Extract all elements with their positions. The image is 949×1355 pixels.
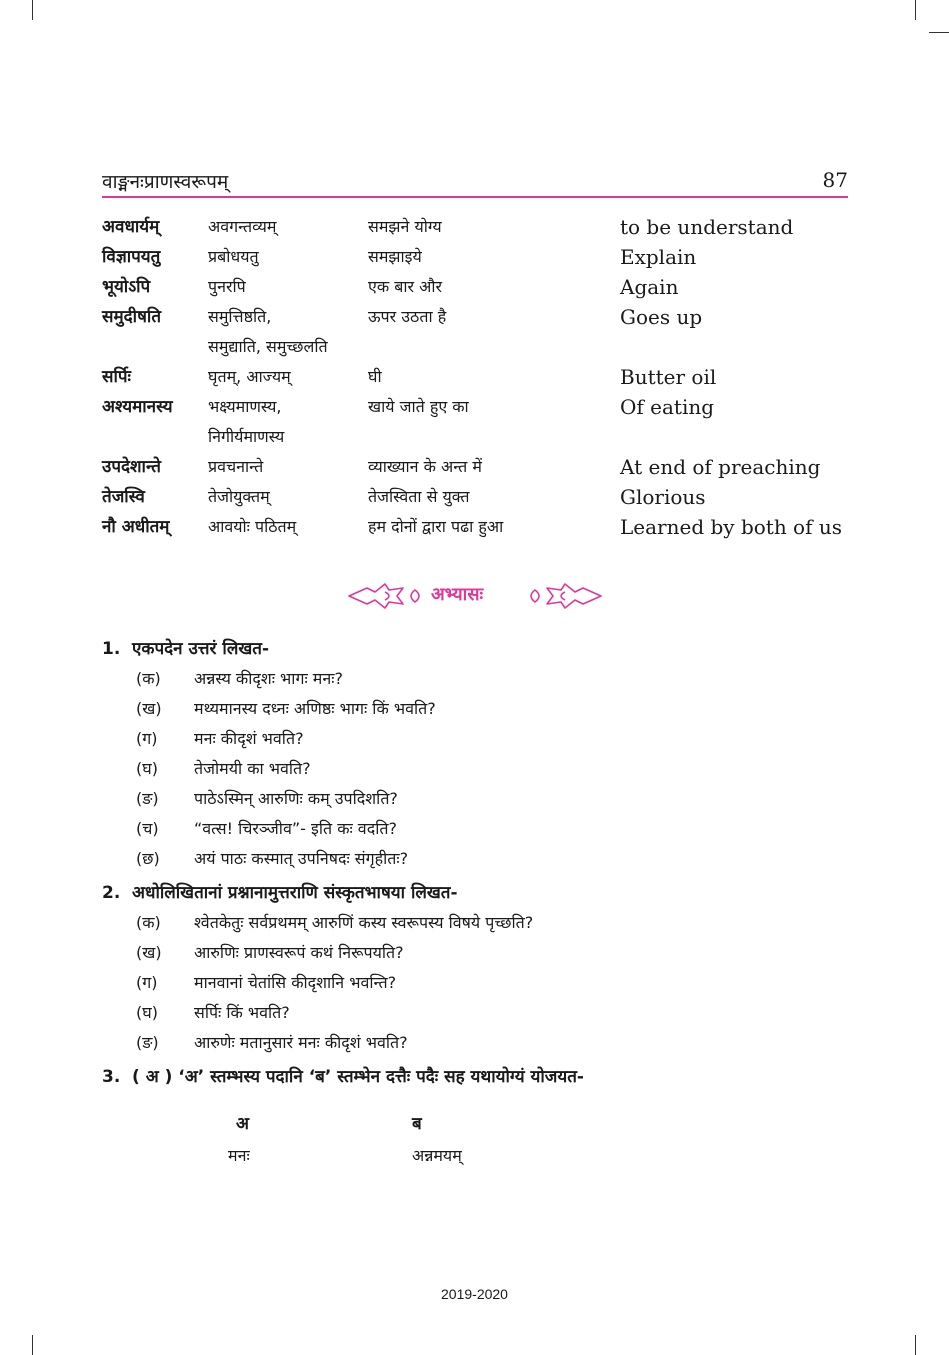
sub-question-text: मथ्यमानस्य दध्नः अणिष्ठः भागः किं भवति? [194, 699, 436, 718]
footer-year: 2019-2020 [441, 1286, 508, 1302]
glossary-sanskrit-meaning [208, 302, 368, 362]
sanskrit-meaning-line: अवगन्तव्यम् [208, 217, 277, 236]
glossary-word: समुदीषति [102, 307, 162, 327]
sanskrit-meaning-line: समुद्याति, समुच्छलति [208, 337, 328, 356]
glossary-word: तेजस्वि [102, 487, 145, 507]
sanskrit-meaning-line: प्रवचनान्ते [208, 457, 264, 476]
sub-question [102, 938, 862, 968]
question-title: अधोलिखितानां प्रश्नानामुत्तराणि संस्कृतभाषया लिखत- [132, 883, 458, 903]
crop-mark [915, 0, 916, 20]
sub-question [102, 844, 862, 874]
crop-mark [929, 32, 949, 33]
sanskrit-meaning-line: पुनरपि [208, 277, 246, 296]
sub-question-label: (क) [136, 669, 161, 688]
column-b-cell: अन्नमयम् [412, 1146, 462, 1165]
sanskrit-meaning-line: प्रबोधयतु [208, 247, 259, 266]
glossary-sanskrit-meaning [208, 212, 368, 242]
sub-question-text: पाठेऽस्मिन् आरुणिः कम् उपदिशति? [194, 789, 398, 808]
glossary-sanskrit-meaning [208, 452, 368, 482]
glossary-word: उपदेशान्ते [102, 457, 161, 477]
glossary-english-meaning: At end of preaching [620, 455, 821, 479]
sub-question [102, 968, 862, 998]
exercises [102, 634, 862, 1092]
sub-question-text: सर्पिः किं भवति? [194, 1003, 290, 1022]
question-block [102, 1062, 862, 1092]
sub-question-label: (ख) [136, 943, 162, 962]
glossary-sanskrit-meaning [208, 512, 368, 542]
matching-row [228, 1140, 462, 1172]
glossary-sanskrit-meaning [208, 482, 368, 512]
glossary-word: नौ अधीतम् [102, 517, 170, 537]
glossary-hindi-meaning: हम दोनों द्वारा पढा हुआ [368, 517, 504, 536]
sub-question [102, 724, 862, 754]
glossary-row [102, 272, 862, 302]
sub-question-label: (ङ) [136, 1033, 159, 1052]
sub-question-text: “वत्स! चिरञ्जीव”- इति कः वदति? [194, 819, 397, 838]
matching-table [228, 1108, 462, 1172]
section-title: अभ्यासः [431, 584, 484, 605]
glossary-hindi-meaning: खाये जाते हुए का [368, 397, 469, 416]
glossary-english-meaning: Goes up [620, 305, 703, 329]
question-block [102, 634, 862, 874]
glossary-sanskrit-meaning [208, 242, 368, 272]
question-number: 2. [102, 883, 121, 903]
question-title: एकपदेन उत्तरं लिखत- [132, 639, 270, 659]
question-title: ( अ ) ‘अ’ स्तम्भस्य पदानि ‘ब’ स्तम्भेन दत्तैः पदैः सह यथायोग्यं योजयत- [132, 1067, 584, 1087]
sub-question [102, 814, 862, 844]
glossary-english-meaning: to be understand [620, 215, 794, 239]
glossary-english-meaning: Explain [620, 245, 697, 269]
sub-question-label: (च) [136, 819, 159, 838]
sub-question-text: मनः कीदृशं भवति? [194, 729, 304, 748]
glossary-row [102, 362, 862, 392]
sub-question-label: (ग) [136, 973, 158, 992]
glossary-row [102, 452, 862, 482]
sub-question-text: मानवानां चेतांसि कीदृशानि भवन्ति? [194, 973, 397, 992]
section-ornament [345, 578, 605, 614]
glossary-english-meaning: Again [620, 275, 679, 299]
page-number: 87 [822, 168, 848, 192]
glossary-row [102, 392, 862, 452]
column-a-cell: मनः [228, 1146, 250, 1165]
sub-question-text: श्वेतकेतुः सर्वप्रथमम् आरुणिं कस्य स्वरूपस्य विषये पृच्छति? [194, 913, 534, 932]
sub-question-label: (ग) [136, 729, 158, 748]
glossary-row [102, 242, 862, 272]
sub-question-text: अन्नस्य कीदृशः भागः मनः? [194, 669, 343, 688]
sub-question [102, 694, 862, 724]
matching-header [228, 1108, 462, 1140]
sub-question [102, 998, 862, 1028]
sub-question-text: अयं पाठः कस्मात् उपनिषदः संगृहीतः? [194, 849, 409, 868]
glossary-word: अवधार्यम् [102, 217, 160, 237]
glossary-word: विज्ञापयतु [102, 247, 161, 267]
sub-question-text: तेजोमयी का भवति? [194, 759, 311, 778]
glossary-row [102, 482, 862, 512]
sub-question-text: आरुणेः मतानुसारं मनः कीदृशं भवति? [194, 1033, 408, 1052]
glossary-hindi-meaning: घी [368, 367, 382, 386]
glossary-row [102, 512, 862, 542]
question-heading [102, 878, 862, 908]
sanskrit-meaning-line: निगीर्यमाणस्य [208, 427, 285, 446]
question-block [102, 878, 862, 1058]
glossary-hindi-meaning: एक बार और [368, 277, 443, 296]
sub-question [102, 1028, 862, 1058]
glossary-word: भूयोऽपि [102, 277, 151, 297]
sub-question-label: (क) [136, 913, 161, 932]
glossary-english-meaning: Glorious [620, 485, 706, 509]
glossary-sanskrit-meaning [208, 272, 368, 302]
sub-question-label: (ङ) [136, 789, 159, 808]
sub-question-text: आरुणिः प्राणस्वरूपं कथं निरूपयति? [194, 943, 404, 962]
column-a-heading: अ [236, 1114, 249, 1134]
glossary-row [102, 212, 862, 242]
sub-question [102, 664, 862, 694]
sub-question [102, 908, 862, 938]
column-b-heading: ब [412, 1114, 422, 1134]
glossary-english-meaning: Of eating [620, 395, 715, 419]
crop-mark [32, 1335, 33, 1355]
sub-question [102, 754, 862, 784]
sanskrit-meaning-line: समुत्तिष्ठति, [208, 307, 272, 326]
glossary-table [102, 212, 862, 542]
glossary-hindi-meaning: तेजस्विता से युक्त [368, 487, 470, 506]
glossary-english-meaning: Butter oil [620, 365, 717, 389]
glossary-hindi-meaning: समझाइये [368, 247, 422, 266]
sanskrit-meaning-line: तेजोयुक्तम् [208, 487, 270, 506]
question-number: 1. [102, 639, 121, 659]
sanskrit-meaning-line: भक्ष्यमाणस्य, [208, 397, 282, 416]
glossary-sanskrit-meaning [208, 362, 368, 392]
sub-question [102, 784, 862, 814]
glossary-row [102, 302, 862, 362]
chapter-title: वाङ्मनःप्राणस्वरूपम् [102, 171, 229, 193]
glossary-hindi-meaning: व्याख्यान के अन्त में [368, 457, 482, 476]
question-heading [102, 634, 862, 664]
question-heading [102, 1062, 862, 1092]
glossary-hindi-meaning: समझने योग्य [368, 217, 442, 236]
glossary-sanskrit-meaning [208, 392, 368, 452]
sanskrit-meaning-line: घृतम्, आज्यम् [208, 367, 291, 386]
glossary-hindi-meaning: ऊपर उठता है [368, 307, 447, 326]
sub-question-label: (ख) [136, 699, 162, 718]
glossary-word: सर्पिः [102, 367, 131, 387]
crop-mark [915, 1335, 916, 1355]
sanskrit-meaning-line: आवयोः पठितम् [208, 517, 297, 536]
glossary-english-meaning: Learned by both of us [620, 515, 843, 539]
crop-mark [32, 0, 33, 20]
sub-question-label: (घ) [136, 759, 158, 778]
page-header [102, 166, 848, 198]
sub-question-label: (छ) [136, 849, 160, 868]
question-number: 3. [102, 1067, 121, 1087]
glossary-word: अश्यमानस्य [102, 397, 173, 417]
sub-question-label: (घ) [136, 1003, 158, 1022]
